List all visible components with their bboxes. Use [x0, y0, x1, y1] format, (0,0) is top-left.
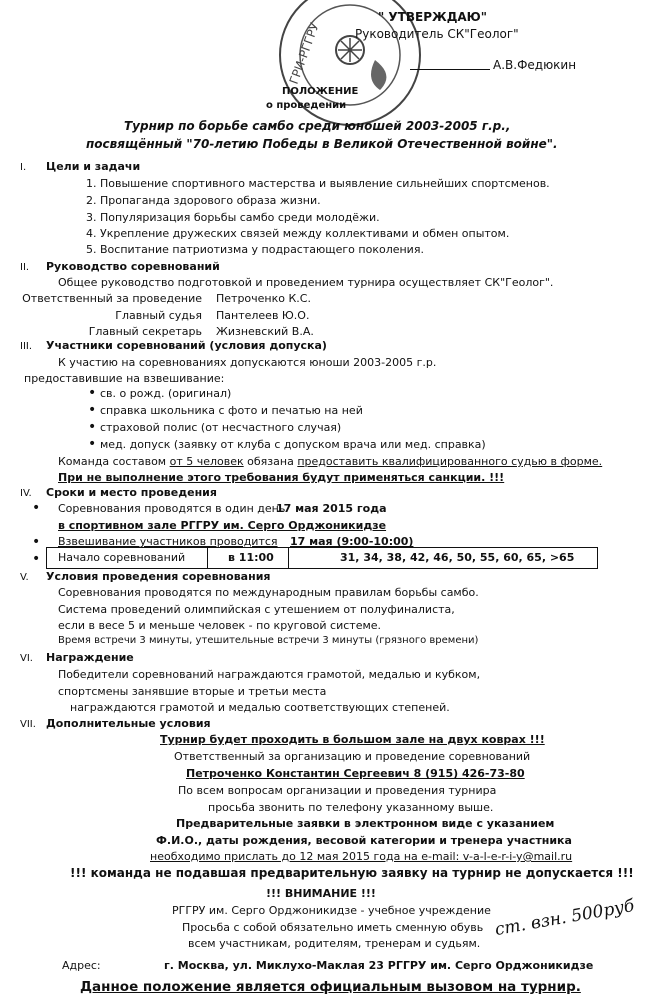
footer-statement: Данное положение является официальным вызовом на турнир.	[80, 979, 581, 995]
handwritten-fee-note: ст. взн. 500руб	[493, 895, 636, 941]
responsible-label: Ответственный за организацию и проведение соревнований	[174, 750, 531, 763]
contact-person: Петроченко Константин Сергеевич 8 (915) 426-73-80	[186, 767, 525, 780]
attention-title: !!! ВНИМАНИЕ !!!	[266, 887, 376, 900]
role-label: Главный судья	[115, 309, 202, 322]
section-6-title: Награждение	[46, 651, 134, 664]
section-2-intro: Общее руководство подготовкой и проведением турнира осуществляет СК"Геолог".	[58, 276, 554, 289]
award-line: награждаются грамотой и медалью соответствующих степеней.	[70, 701, 450, 714]
team-text-c: обязана	[243, 455, 298, 468]
bullet-icon: •	[88, 385, 97, 401]
rules-line: Соревнования проводятся по международным правилам борьбы самбо.	[58, 586, 479, 599]
approval-title: " УТВЕРЖДАЮ"	[378, 10, 488, 24]
prereg-line-2: Ф.И.О., даты рождения, весовой категории и тренера участника	[156, 834, 572, 847]
list-item: 3. Популяризация борьбы самбо среди молодёжи.	[86, 211, 380, 224]
rules-line: Время встречи 3 минуты, утешительные встречи 3 минуты (грязного времени)	[58, 635, 479, 646]
event-date: 17 мая 2015 года	[276, 502, 387, 515]
address-label: Адрес:	[62, 959, 101, 972]
team-text-d: предоставить квалифицированного судью в форме.	[297, 455, 603, 468]
start-label: Начало соревнований	[58, 551, 186, 564]
section-3-title: Участники соревнований (условия допуска)	[46, 339, 327, 352]
section-2-num: II.	[20, 262, 30, 273]
bullet-icon: •	[32, 551, 41, 567]
event-venue: в спортивном зале РГГРУ им. Серго Орджоникидзе	[58, 519, 387, 532]
questions-line-2: просьба звонить по телефону указанному выше.	[208, 801, 494, 814]
doc-type: ПОЛОЖЕНИЕ	[282, 86, 359, 97]
section-7-title: Дополнительные условия	[46, 717, 211, 730]
list-item: 1. Повышение спортивного мастерства и выявление сильнейших спортсменов.	[86, 177, 550, 190]
section-1-title: Цели и задачи	[46, 160, 141, 173]
list-item: 4. Укрепление дружеских связей между коллективами и обмен опытом.	[86, 227, 510, 240]
section-4-title: Сроки и место проведения	[46, 486, 217, 499]
doc-subtitle: о проведении	[266, 100, 347, 111]
svg-text:ГРИ-РГГРУ: ГРИ-РГГРУ	[286, 20, 322, 87]
prereg-line-3: необходимо прислать до 12 мая 2015 года на e-mail: v-a-l-e-r-i-y@mail.ru	[150, 850, 573, 863]
prereg-warning: !!! команда не подавшая предварительную заявку на турнир не допускается !!!	[70, 866, 634, 880]
weight-categories: 31, 34, 38, 42, 46, 50, 55, 60, 65, >65	[340, 551, 575, 564]
list-item: справка школьника с фото и печатью на ней	[100, 404, 363, 417]
bullet-icon: •	[32, 534, 41, 550]
title-line-1: Турнир по борьбе самбо среди юношей 2003-2005 г.р.,	[124, 119, 511, 133]
attention-line-1: РГГРУ им. Серго Орджоникидзе - учебное учреждение	[172, 904, 491, 917]
role-name: Петроченко К.С.	[216, 292, 311, 305]
bullet-icon: •	[88, 402, 97, 418]
role-name: Пантелеев Ю.О.	[216, 309, 310, 322]
bullet-icon: •	[32, 500, 41, 516]
approval-line: Руководитель СК"Геолог"	[355, 27, 519, 41]
questions-line-1: По всем вопросам организации и проведения турнира	[178, 784, 497, 797]
prereg-line-1: Предварительные заявки в электронном виде с указанием	[176, 817, 555, 830]
role-label: Ответственный за проведение	[22, 292, 202, 305]
list-item: мед. допуск (заявку от клуба с допуском врача или мед. справка)	[100, 438, 486, 451]
section-4-num: IV.	[20, 488, 32, 499]
award-line: спортсмены занявшие вторые и третьи места	[58, 685, 327, 698]
attention-line-2: Просьба с собой обязательно иметь сменную обувь	[182, 921, 484, 934]
section-5-num: V.	[20, 572, 29, 583]
title-line-2: посвящённый "70-летию Победы в Великой Отечественной войне".	[86, 137, 558, 151]
bullet-icon: •	[88, 419, 97, 435]
signature-line	[410, 69, 490, 70]
section-7-num: VII.	[20, 719, 36, 730]
weigh-in-label: Взвешивание участников проводится	[58, 535, 278, 548]
list-item: 2. Пропаганда здорового образа жизни.	[86, 194, 321, 207]
rules-line: если в весе 5 и меньше человек - по круговой системе.	[58, 619, 382, 632]
role-name: Жизневский В.А.	[216, 325, 314, 338]
team-text-b: от 5 человек	[169, 455, 244, 468]
role-label: Главный секретарь	[88, 325, 202, 338]
team-text-a: Команда составом	[58, 455, 170, 468]
section-6-num: VI.	[20, 653, 33, 664]
list-item: св. о рожд. (оригинал)	[100, 387, 232, 400]
list-item: 5. Воспитание патриотизма у подрастающего поколения.	[86, 243, 424, 256]
award-line: Победители соревнований награждаются грамотой, медалью и кубком,	[58, 668, 481, 681]
section-5-title: Условия проведения соревнования	[46, 570, 271, 583]
approval-signer: А.В.Федюкин	[493, 58, 577, 72]
section-3-num: III.	[20, 341, 33, 352]
start-time: в 11:00	[228, 551, 274, 564]
bullet-icon: •	[88, 436, 97, 452]
section-3-intro-2: предоставившие на взвешивание:	[24, 372, 225, 385]
rules-line: Система проведений олимпийская с утешением от полуфиналиста,	[58, 603, 455, 616]
weigh-in-time: 17 мая (9:00-10:00)	[290, 535, 414, 548]
address-value: г. Москва, ул. Миклухо-Маклая 23 РГГРУ им. Серго Орджоникидзе	[164, 959, 594, 972]
carpets-note: Турнир будет проходить в большом зале на двух коврах !!!	[160, 733, 545, 746]
event-date-label: Соревнования проводятся в один день	[58, 502, 286, 515]
list-item: страховой полис (от несчастного случая)	[100, 421, 342, 434]
section-1-num: I.	[20, 162, 27, 173]
sanction-warning: При не выполнение этого требования будут применяться санкции. !!!	[58, 471, 505, 484]
team-requirement	[58, 455, 602, 468]
attention-line-3: всем участникам, родителям, тренерам и судьям.	[188, 937, 481, 950]
section-2-title: Руководство соревнований	[46, 260, 220, 273]
section-3-intro-1: К участию на соревнованиях допускаются юноши 2003-2005 г.р.	[58, 356, 437, 369]
